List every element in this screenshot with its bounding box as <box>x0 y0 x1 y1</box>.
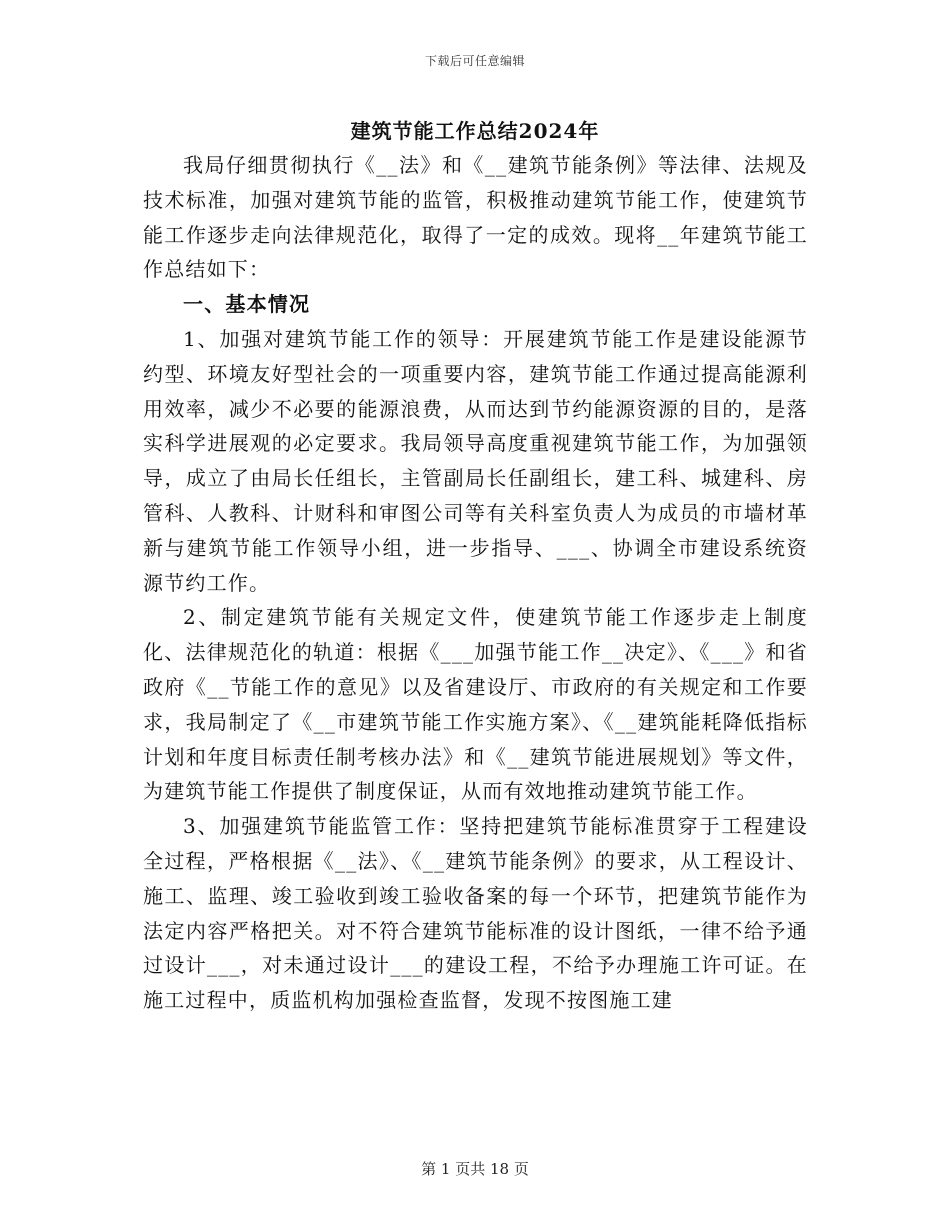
page-header-note: 下载后可任意编辑 <box>424 54 525 68</box>
intro-paragraph: 我局仔细贯彻执行《__法》和《__建筑节能条例》等法律、法规及技术标准，加强对建筑节能的监管，积极推动建筑节能工作，使建筑节能工作逐步走向法律规范化，取得了一定的成效。现将__年建筑节能工作总结如下： <box>143 153 808 282</box>
page-number-footer: 第 1 页共 18 页 <box>421 1160 529 1178</box>
section-heading-basic-situation: 一、基本情况 <box>183 292 311 317</box>
document-body <box>143 148 808 1018</box>
paragraph-regulations: 2、制定建筑节能有关规定文件，使建筑节能工作逐步走上制度化、法律规范化的轨道：根据《___加强节能工作__决定》、《___》和省政府《__节能工作的意见》以及省建设厅、市政府的有关规定和工作要求，我局制定了《__市建筑节能工作实施方案》、《__建筑能耗降低指标计划和年度目标责任制考核办法》和《__建筑节能进展规划》等文件，为建筑节能工作提供了制度保证，从而有效地推动建筑节能工作。 <box>143 605 808 804</box>
document-title: 建筑节能工作总结2024年 <box>350 119 600 143</box>
paragraph-supervision: 3、加强建筑节能监管工作：坚持把建筑节能标准贯穿于工程建设全过程，严格根据《__法》、《__建筑节能条例》的要求，从工程设计、施工、监理、竣工验收到竣工验收备案的每一个环节，把建筑节能作为法定内容严格把关。对不符合建筑节能标准的设计图纸，一律不给予通过设计___，对未通过设计___的建设工程，不给予办理施工许可证。在施工过程中，质监机构加强检查监督，发现不按图施工建 <box>143 814 808 1013</box>
paragraph-leadership: 1、加强对建筑节能工作的领导：开展建筑节能工作是建设能源节约型、环境友好型社会的一项重要内容，建筑节能工作通过提高能源利用效率，减少不必要的能源浪费，从而达到节约能源资源的目的，是落实科学进展观的必定要求。我局领导高度重视建筑节能工作，为加强领导，成立了由局长任组长，主管副局长任副组长，建工科、城建科、房管科、人教科、计财科和审图公司等有关科室负责人为成员的市墙材革新与建筑节能工作领导小组，进一步指导、___、协调全市建设系统资源节约工作。 <box>143 326 808 595</box>
